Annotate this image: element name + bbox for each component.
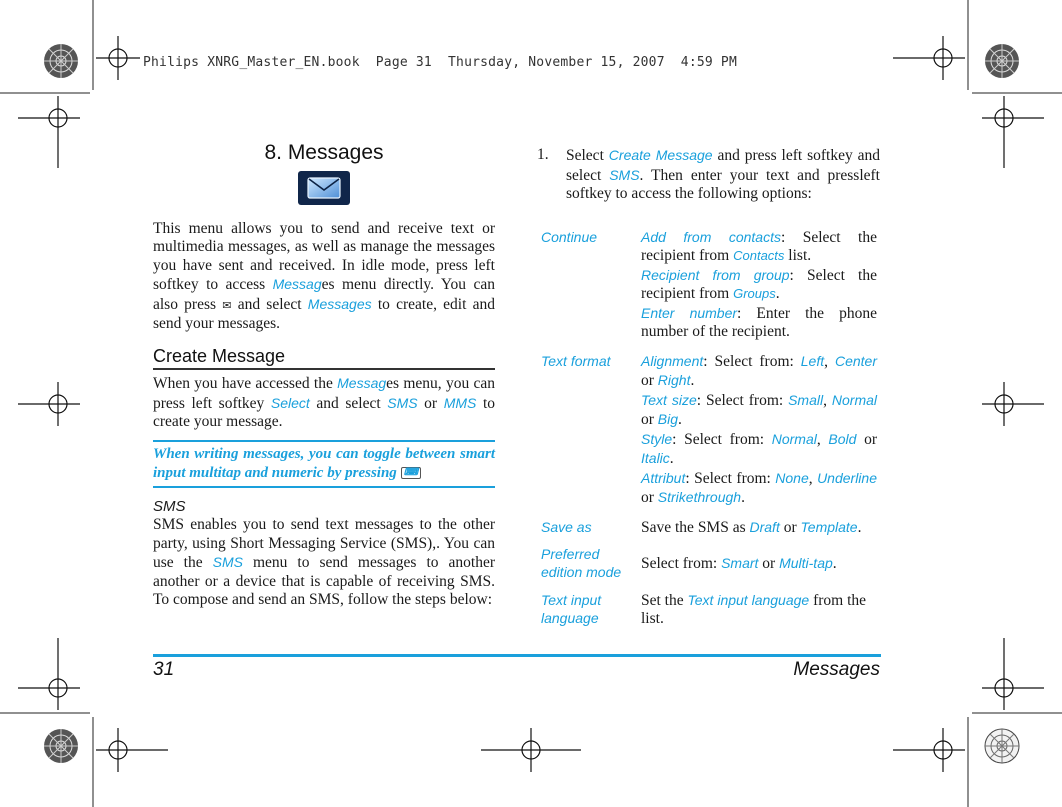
left-column — [153, 140, 495, 610]
envelope-key-icon: ✉ — [222, 299, 232, 312]
option-continue: Continue Add from contacts: Select the recipient from Contacts list. Recipient from group: Select the recipient from Groups. Enter number: Enter the phone number of the recipient. — [541, 229, 877, 340]
step-1: 1. Select Create Message and press left softkey and select SMS. Then enter your text and pressleft softkey to access the following options: — [537, 146, 881, 202]
messages-menu-ref: Messag — [272, 276, 322, 292]
keypad-key-icon: ⌨ — [401, 467, 421, 479]
option-text-input-language: Text input language Set the Text input language from the list. — [541, 592, 867, 627]
option-text-format: Text format Alignment: Select from: Left, Center or Right. Text size: Select from: Small, Normal or Big. Style: Select from: Normal, Bold or Italic. Attribut: Select from: None, Underline or Strikethrough. — [541, 353, 878, 506]
options-table — [541, 228, 877, 636]
chapter-title: 8. Messages — [264, 141, 384, 164]
messages-ref: Messages — [307, 295, 372, 312]
sms-paragraph: SMS enables you to send text messages to the other party, using Short Messaging Service (SMS),. You can use the SMS menu to send messages to another another or a device that is capable of receiving SMS. To compose and send an SMS, follow the steps below: — [153, 516, 495, 608]
page-number: 31 — [153, 659, 175, 680]
section-title: Create Message — [153, 347, 495, 371]
footer-rule — [153, 654, 881, 657]
option-preferred-edition-mode: Preferred edition mode Select from: Smart or Multi-tap. — [541, 546, 837, 580]
tip-note: When writing messages, you can toggle between smart input multitap and numeric by pressing ⌨ — [153, 440, 495, 488]
sms-subheading: SMS — [153, 497, 186, 515]
intro-paragraph: This menu allows you to send and receive text or multimedia messages, as well as manage the messages you have sent and received. In idle mode, press left softkey to access Messages menu directly. You can also press ✉ and select Messages to create, edit and send your messages. — [153, 219, 496, 332]
envelope-icon — [298, 171, 350, 205]
right-column — [537, 146, 880, 204]
select-softkey-ref: Select — [270, 394, 310, 411]
footer-section-title: Messages — [793, 659, 880, 680]
print-header: Philips XNRG_Master_EN.book Page 31 Thursday, November 15, 2007 4:59 PM — [143, 55, 737, 70]
option-save-as: Save as Save the SMS as Draft or Template. — [541, 519, 862, 536]
create-paragraph: When you have accessed the Messages menu, you can press left softkey Select and select SMS or MMS to create your message. — [153, 375, 496, 430]
